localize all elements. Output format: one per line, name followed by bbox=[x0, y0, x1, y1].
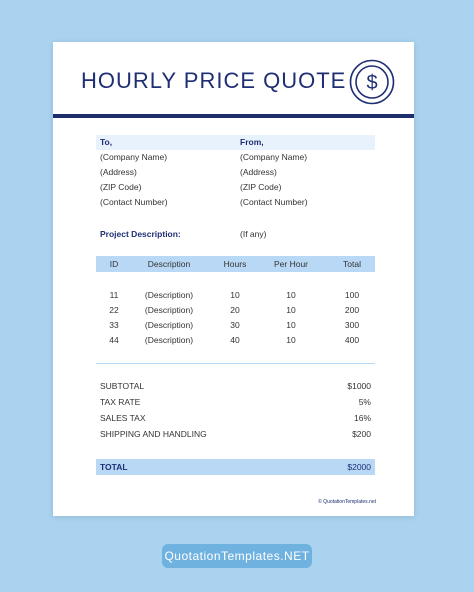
shipping-value: $200 bbox=[352, 429, 371, 439]
from-zip: (ZIP Code) bbox=[240, 182, 282, 192]
to-company: (Company Name) bbox=[100, 152, 168, 162]
item-hours: 40 bbox=[230, 335, 240, 345]
svg-text:$: $ bbox=[366, 72, 378, 94]
item-id: 33 bbox=[109, 320, 119, 330]
from-company: (Company Name) bbox=[240, 152, 308, 162]
item-per-hour: 10 bbox=[286, 290, 296, 300]
item-hours: 20 bbox=[230, 305, 240, 315]
table-row bbox=[96, 287, 375, 302]
tax-rate-label: TAX RATE bbox=[100, 397, 141, 407]
table-separator bbox=[96, 363, 375, 364]
brand-badge: QuotationTemplates.NET bbox=[162, 544, 312, 568]
item-total: 100 bbox=[344, 290, 360, 300]
tax-rate-value: 5% bbox=[358, 397, 371, 407]
from-contact: (Contact Number) bbox=[240, 197, 308, 207]
item-total: 400 bbox=[344, 335, 360, 345]
item-per-hour: 10 bbox=[286, 320, 296, 330]
table-row bbox=[96, 302, 375, 317]
project-description-label: Project Description: bbox=[100, 229, 181, 239]
header-rule bbox=[53, 114, 414, 118]
address-row bbox=[96, 195, 375, 210]
item-hours: 30 bbox=[230, 320, 240, 330]
summary-row bbox=[96, 427, 375, 442]
total-label: TOTAL bbox=[100, 462, 128, 472]
summary-row bbox=[96, 395, 375, 410]
column-header-id: ID bbox=[109, 259, 119, 269]
item-description: (Description) bbox=[144, 305, 194, 315]
to-zip: (ZIP Code) bbox=[100, 182, 142, 192]
summary-row bbox=[96, 411, 375, 426]
to-contact: (Contact Number) bbox=[100, 197, 168, 207]
item-per-hour: 10 bbox=[286, 305, 296, 315]
subtotal-value: $1000 bbox=[347, 381, 371, 391]
address-row bbox=[96, 150, 375, 165]
item-id: 11 bbox=[109, 290, 119, 300]
document-title: HOURLY PRICE QUOTE bbox=[81, 68, 347, 93]
item-description: (Description) bbox=[144, 320, 194, 330]
sales-tax-label: SALES TAX bbox=[100, 413, 146, 423]
sales-tax-value: 16% bbox=[353, 413, 371, 423]
to-address: (Address) bbox=[100, 167, 137, 177]
to-label: To, bbox=[100, 137, 113, 147]
items-table-header bbox=[96, 256, 375, 272]
column-header-hours: Hours bbox=[223, 259, 247, 269]
item-total: 300 bbox=[344, 320, 360, 330]
subtotal-label: SUBTOTAL bbox=[100, 381, 145, 391]
dollar-coin-icon bbox=[349, 59, 395, 105]
column-header-description: Description bbox=[147, 259, 191, 269]
project-description-value: (If any) bbox=[240, 229, 267, 239]
shipping-label: SHIPPING AND HANDLING bbox=[100, 429, 207, 439]
item-description: (Description) bbox=[144, 290, 194, 300]
table-row bbox=[96, 332, 375, 347]
item-per-hour: 10 bbox=[286, 335, 296, 345]
column-header-per-hour: Per Hour bbox=[273, 259, 308, 269]
from-label: From, bbox=[240, 137, 264, 147]
total-row bbox=[96, 459, 375, 475]
address-row bbox=[96, 180, 375, 195]
item-hours: 10 bbox=[230, 290, 240, 300]
column-header-total: Total bbox=[343, 259, 361, 269]
credit-text: © QuotationTemplates.net bbox=[318, 499, 376, 505]
address-row bbox=[96, 165, 375, 180]
from-address: (Address) bbox=[240, 167, 277, 177]
total-value: $2000 bbox=[347, 462, 371, 472]
address-header bbox=[96, 135, 375, 150]
item-total: 200 bbox=[344, 305, 360, 315]
item-id: 44 bbox=[109, 335, 119, 345]
item-description: (Description) bbox=[144, 335, 194, 345]
table-row bbox=[96, 317, 375, 332]
quote-document bbox=[53, 42, 414, 516]
item-id: 22 bbox=[109, 305, 119, 315]
summary-row bbox=[96, 379, 375, 394]
